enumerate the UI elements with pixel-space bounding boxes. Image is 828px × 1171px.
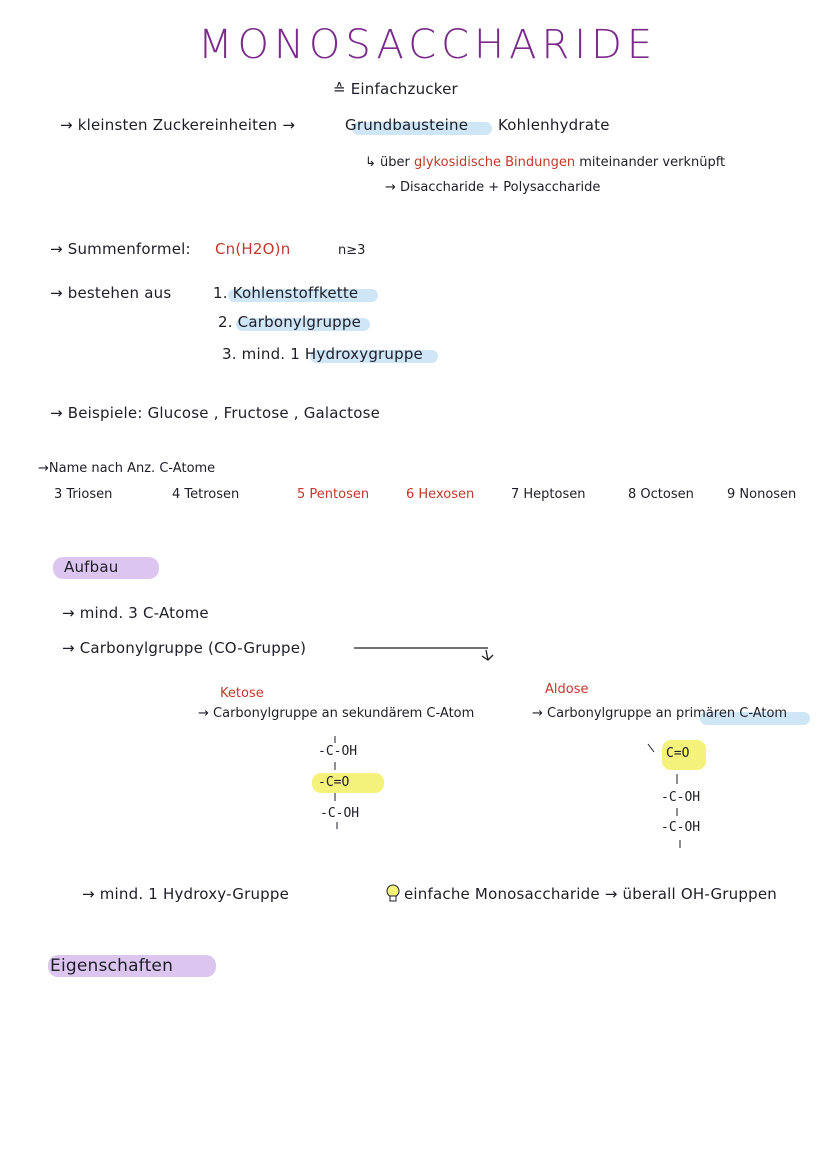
aldose-bonds-icon <box>640 740 700 850</box>
aldose-row-1: C=O <box>666 746 690 761</box>
line2-prefix: ↳ über <box>365 155 410 170</box>
hydroxy-right: einfache Monosaccharide → überall OH-Gruppen <box>404 885 777 903</box>
bestehen-item-1: 1. Kohlenstoffkette <box>213 284 359 302</box>
name-header: →Name nach Anz. C-Atome <box>38 461 216 476</box>
name-6: 9 Nonosen <box>727 487 797 502</box>
aldose-row-2: -C-OH <box>661 790 701 805</box>
line1-left: → kleinsten Zuckereinheiten → <box>60 116 296 134</box>
hydroxy-left: → mind. 1 Hydroxy-Gruppe <box>82 885 290 903</box>
line1-mid: Grundbausteine <box>345 116 469 134</box>
line3: → Disaccharide + Polysaccharide <box>385 180 601 195</box>
name-2: 5 Pentosen <box>297 487 370 502</box>
line1-right: Kohlenhydrate <box>498 116 610 134</box>
aldose-title: Aldose <box>545 682 589 697</box>
ketose-row-3: -C-OH <box>320 806 360 821</box>
arrow-line-icon <box>350 640 500 665</box>
aufbau-point-1: → mind. 3 C-Atome <box>62 604 209 622</box>
name-1: 4 Tetrosen <box>172 487 240 502</box>
beispiele: → Beispiele: Glucose , Fructose , Galactose <box>50 404 381 422</box>
line2 <box>365 155 725 170</box>
bestehen-item-3: 3. mind. 1 Hydroxygruppe <box>222 345 423 363</box>
name-4: 7 Heptosen <box>511 487 586 502</box>
ketose-desc: → Carbonylgruppe an sekundärem C-Atom <box>198 706 475 721</box>
aldose-row-3: -C-OH <box>661 820 701 835</box>
line2-red: glykosidische Bindungen <box>414 155 576 170</box>
page-title: MONOSACCHARIDE <box>198 22 658 68</box>
name-0: 3 Triosen <box>54 487 113 502</box>
ketose-title: Ketose <box>220 686 264 701</box>
eigenschaften-heading: Eigenschaften <box>50 956 174 976</box>
aufbau-point-2: → Carbonylgruppe (CO-Gruppe) <box>62 639 307 657</box>
bestehen-label: → bestehen aus <box>50 284 172 302</box>
summen-label: → Summenformel: <box>50 240 191 258</box>
line2-suffix: miteinander verknüpft <box>579 155 726 170</box>
bestehen-item-2: 2. Carbonylgruppe <box>218 313 362 331</box>
name-5: 8 Octosen <box>628 487 694 502</box>
ketose-row-1: -C-OH <box>318 744 358 759</box>
subtitle: ≙ Einfachzucker <box>333 80 458 98</box>
name-3: 6 Hexosen <box>406 487 475 502</box>
ketose-bonds-icon <box>326 734 346 834</box>
ketose-row-2: -C=O <box>318 775 350 790</box>
aufbau-heading: Aufbau <box>64 558 119 576</box>
summen-cond: n≥3 <box>338 243 366 258</box>
bulb-icon <box>385 884 401 904</box>
aldose-desc: → Carbonylgruppe an primären C-Atom <box>532 706 788 721</box>
summen-formula: Cn(H2O)n <box>215 240 291 258</box>
